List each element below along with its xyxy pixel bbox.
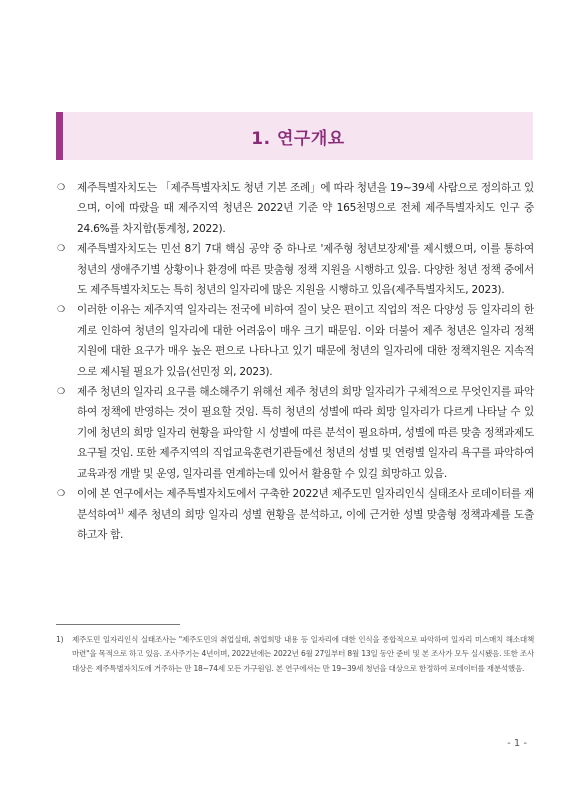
bullet-paragraph [56, 300, 534, 382]
footnote-divider [56, 624, 180, 625]
circle-bullet-icon: ❍ [57, 489, 65, 500]
circle-bullet-icon: ❍ [57, 305, 65, 316]
paragraph-text: 제주특별자치도는 민선 8기 7대 핵심 공약 중 하나로 '제주형 청년보장제'를 제시했으며, 이를 통하여 청년의 생애주기별 상황이나 환경에 따른 맞춤형 정책 지원을 시행하고 있음. 다양한 청년 정책 중에서도 제주특별자치도는 특히 청년의 일자리에 많은 지원을 시행하고 있음(제주특별자치도, 2023). [77, 243, 534, 297]
section-title-box [56, 112, 533, 160]
paragraph-text: 이에 본 연구에서는 제주특별자치도에서 구축한 2022년 제주도민 일자리인식 실태조사 로데이터를 재분석하여$^{1)}$ 제주 청년의 희망 일자리 성별 현황을 분석하고, 이에 근거한 성별 맞춤형 정책과제를 도출하고자 함. [77, 488, 534, 541]
footnote-reference[interactable]: 1) [116, 506, 124, 515]
circle-bullet-icon: ❍ [57, 387, 65, 398]
bullet-paragraph [56, 239, 534, 300]
bullet-paragraph [56, 484, 534, 545]
paragraph-text: 이러한 이유는 제주지역 일자리는 전국에 비하여 질이 낮은 편이고 직업의 적은 다양성 등 일자리의 한계로 인하여 청년의 일자리에 대한 어려움이 매우 크기 때문임. 이와 더불어 제주 청년은 일자리 정책 지원에 대한 요구가 매우 높은 편으로 나타나고 있기 때문에 청년의 일자리에 대한 정책지원은 지속적으로 제시될 필요가 있음(선민정 외, 2023). [77, 304, 534, 378]
circle-bullet-icon: ❍ [57, 183, 65, 193]
paragraph-text: 제주특별자치도는 「제주특별자치도 청년 기본 조례」에 따라 청년을 19~39세 사람으로 정의하고 있으며, 이에 따랐을 때 제주지역 청년은 2022년 기준 약 165천명으로 전체 제주특별자치도 인구 중 24.6%를 차지함(통계청, 2022). [77, 182, 534, 235]
footnote-mark: 1) [56, 635, 64, 644]
page-number: - 1 - [507, 738, 527, 749]
section-title: 1. 연구개요 [251, 128, 345, 149]
footnote-text: 제주도민 일자리인식 실태조사는 "제주도민의 취업실태, 취업희망 내용 등 일자리에 대한 인식을 종합적으로 파악하여 일자리 미스매치 해소대책 마련"을 목적으로 하고 있음. 조사주기는 4년이며, 2022년에는 2022년 6월 27일부터 8월 13일 동안 준비 및 본 조사가 모두 실시됐음. 또한 조사대상은 제주특별자치도에 거주하는 만 18~74세 모든 가구원임. 본 연구에서는 만 19~39세 청년을 대상으로 한정하여 로데이터를 재분석했음. [72, 635, 534, 673]
footnote [56, 633, 534, 676]
paragraph-text: 제주 청년의 일자리 요구를 해소해주기 위해선 제주 청년의 희망 일자리가 구체적으로 무엇인지를 파악하여 정책에 반영하는 것이 필요할 것임. 특히 청년의 성별에 따라 희망 일자리가 다르게 나타날 수 있기에 청년의 희망 일자리 현황을 파악할 시 성별에 따른 분석이 필요하며, 성별에 따른 맞춤 정책과제도 요구될 것임. 또한 제주지역의 직업교육훈련기관들에선 청년의 성별 및 연령별 일자리 욕구를 파악하여 교육과정 개발 및 운영, 일자리를 연계하는데 있어서 활용할 수 있길 희망하고 있음. [77, 386, 534, 480]
bullet-paragraph [56, 178, 534, 239]
body-content [56, 178, 534, 545]
bullet-paragraph [56, 382, 534, 484]
circle-bullet-icon: ❍ [57, 244, 65, 255]
